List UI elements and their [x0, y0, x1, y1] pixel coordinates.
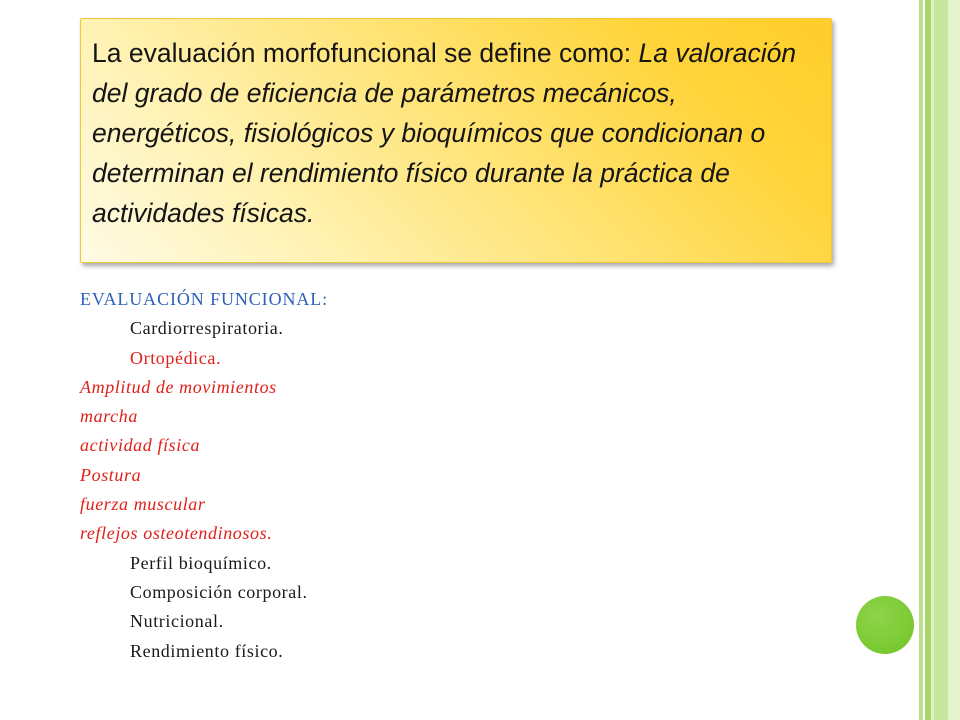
- list-item-cardiorrespiratoria: Cardiorrespiratoria.: [130, 318, 284, 339]
- decorative-stripe: [948, 0, 960, 720]
- decorative-green-circle: [856, 596, 914, 654]
- list-item-actividad-fisica: actividad física: [80, 435, 201, 456]
- list-item-composicion-corporal: Composición corporal.: [130, 581, 308, 602]
- definition-lead: La evaluación morfofuncional se define como:: [92, 38, 639, 68]
- list-item-fuerza-muscular: fuerza muscular: [80, 494, 206, 515]
- evaluation-heading: EVALUACIÓN FUNCIONAL:: [80, 289, 329, 309]
- definition-callout: [80, 18, 832, 263]
- decorative-stripe: [919, 0, 923, 720]
- evaluation-list: [80, 285, 328, 666]
- definition-body: La valoración del grado de eficiencia de parámetros mecánicos, energéticos, fisiológicos y bioquímicos que condicionan o determinan el rendimiento físico durante la práctica de actividades físicas.: [92, 38, 797, 228]
- list-item-postura: Postura: [80, 464, 142, 485]
- definition-text: [92, 33, 815, 233]
- list-item-perfil-bioquimico: Perfil bioquímico.: [130, 552, 272, 573]
- list-item-rendimiento-fisico: Rendimiento físico.: [130, 640, 284, 661]
- list-item-marcha: marcha: [80, 406, 138, 427]
- list-item-nutricional: Nutricional.: [130, 611, 224, 632]
- decorative-stripe: [934, 0, 948, 720]
- list-item-amplitud: Amplitud de movimientos: [80, 376, 277, 397]
- list-item-reflejos: reflejos osteotendinosos.: [80, 523, 273, 544]
- list-item-ortopedica: Ortopédica.: [130, 347, 222, 368]
